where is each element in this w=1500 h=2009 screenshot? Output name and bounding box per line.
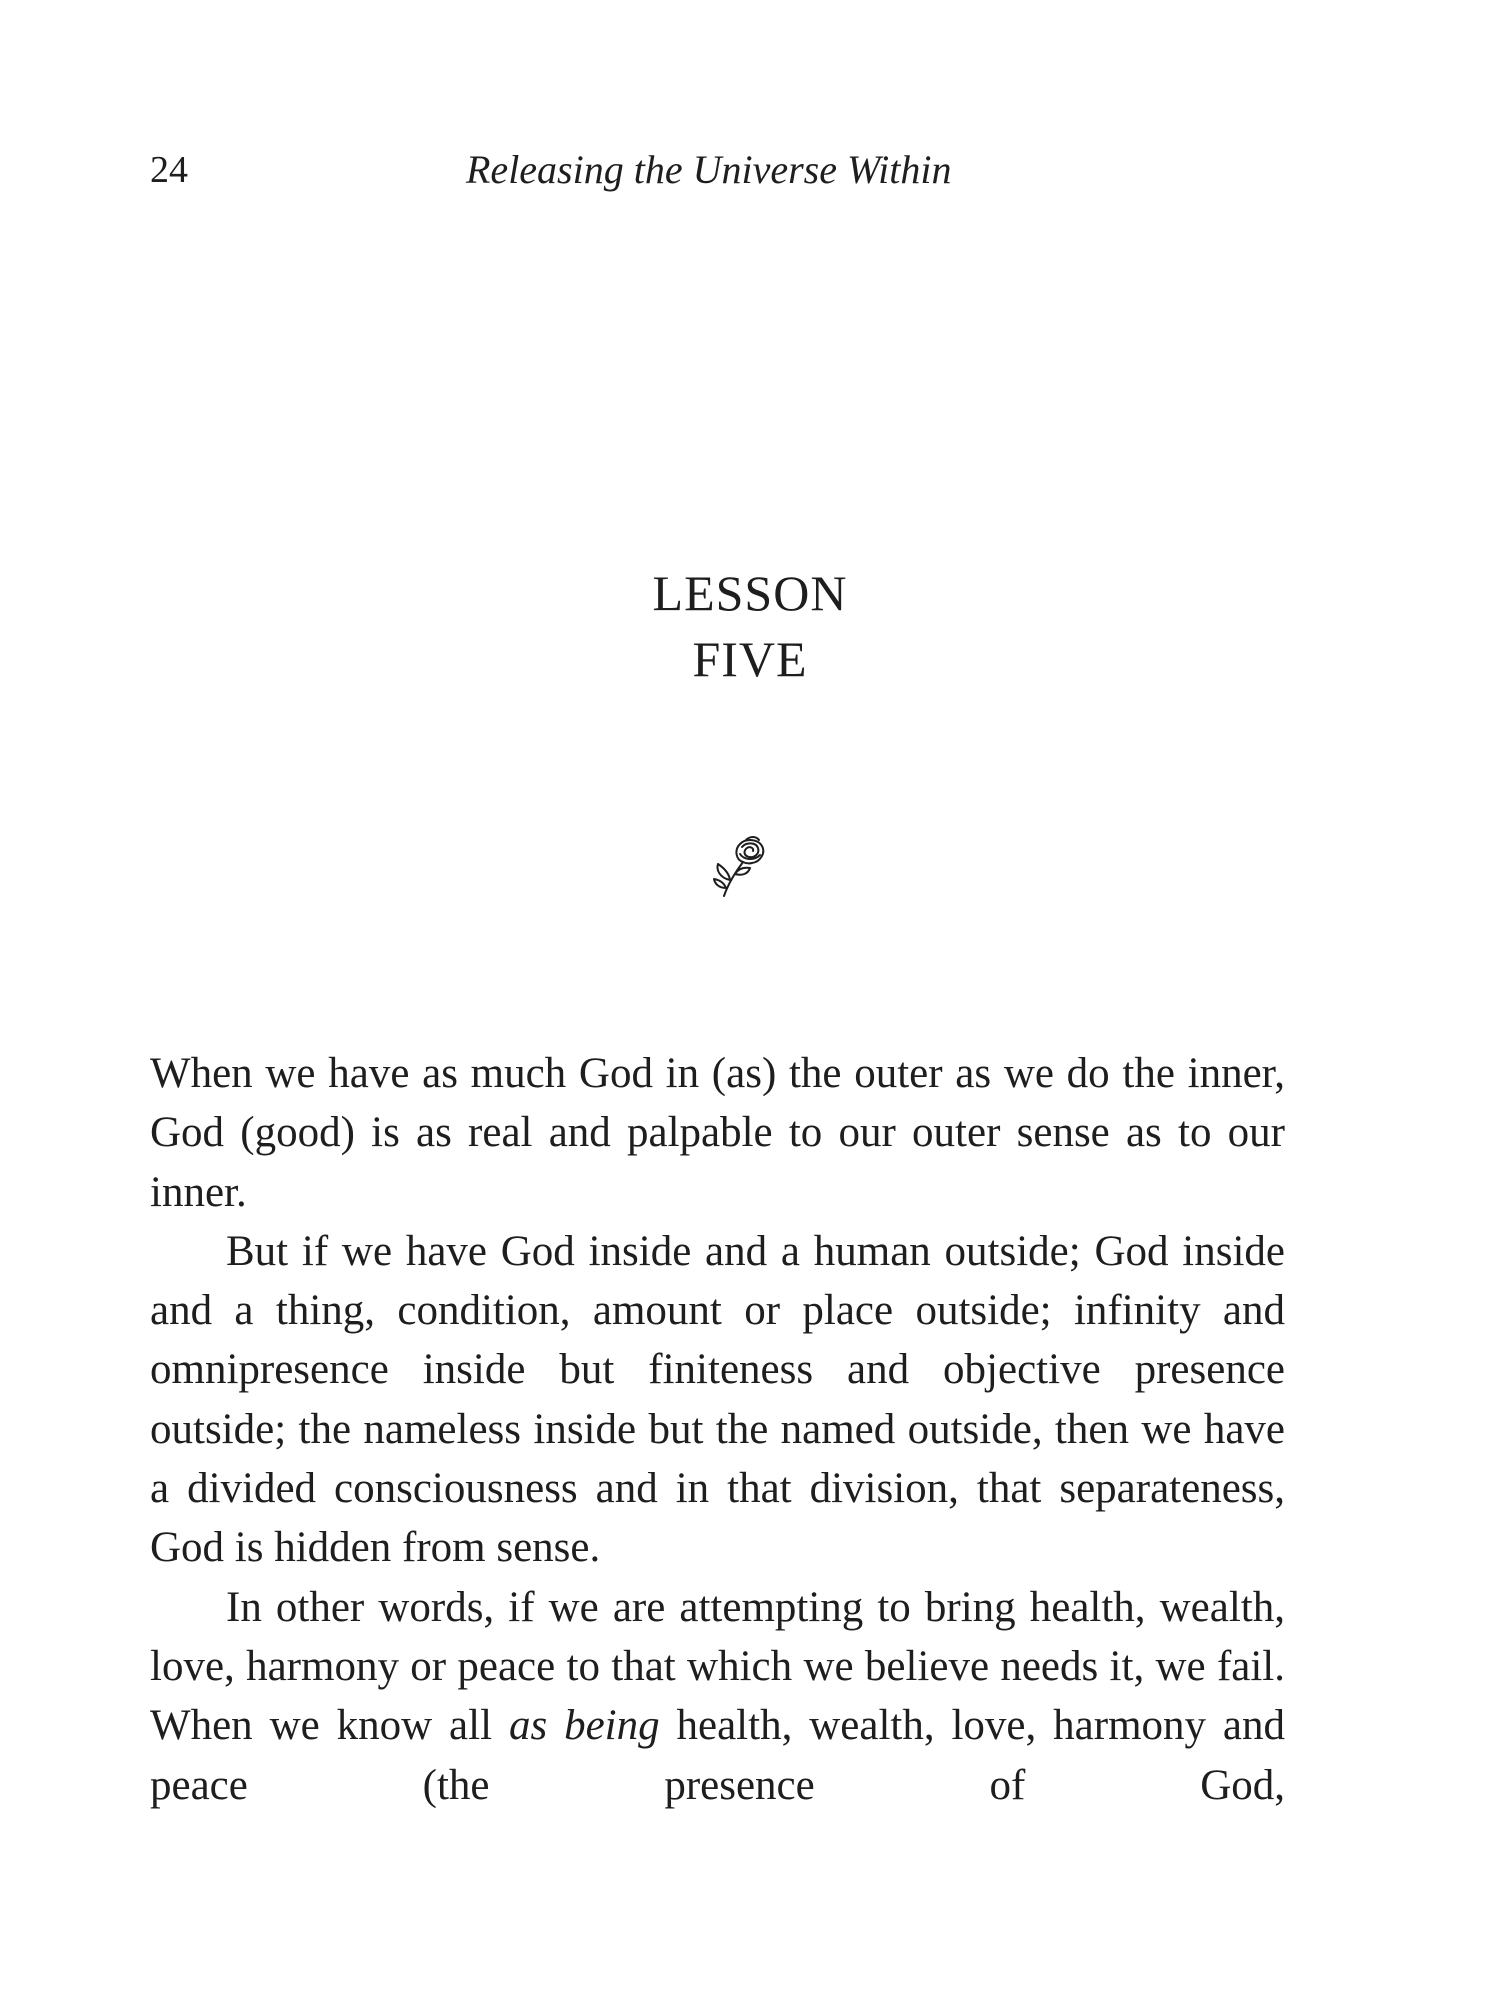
paragraph-2: But if we have God inside and a human outside; God inside and a thing, condition, amount or place outside; infinity and omnipresence inside but finiteness and objective presence outside; the nameless inside but the named outside, then we have a divided consciousness and in that division, that separateness, God is hidden from sense. [150, 1227, 1285, 1572]
paragraph-3-text-b: health, wealth, love, harmony and peace (the presence of God, [150, 1702, 1285, 1809]
paragraph-3-text-a: In other words, if we are attempting to bring health, wealth, love, harmony or peace to that which we believe needs it, we fail. When we know all [150, 1583, 1285, 1750]
running-head [0, 140, 1500, 200]
running-title: Releasing the Universe Within [466, 147, 952, 192]
paragraph-1: When we have as much God in (as) the outer as we do the inner, God (good) is as real and palpable to our outer sense as to our inner. [150, 1050, 1285, 1216]
paragraph-3-emphasis: as being [508, 1702, 660, 1750]
paragraph-3 [150, 1578, 1285, 1815]
lesson-title-line-1: LESSON [652, 565, 848, 621]
page-number: 24 [150, 149, 188, 191]
rose-icon [710, 830, 770, 900]
body-text [150, 1044, 1285, 1815]
lesson-title [0, 560, 1500, 692]
lesson-title-line-2: FIVE [692, 631, 808, 687]
